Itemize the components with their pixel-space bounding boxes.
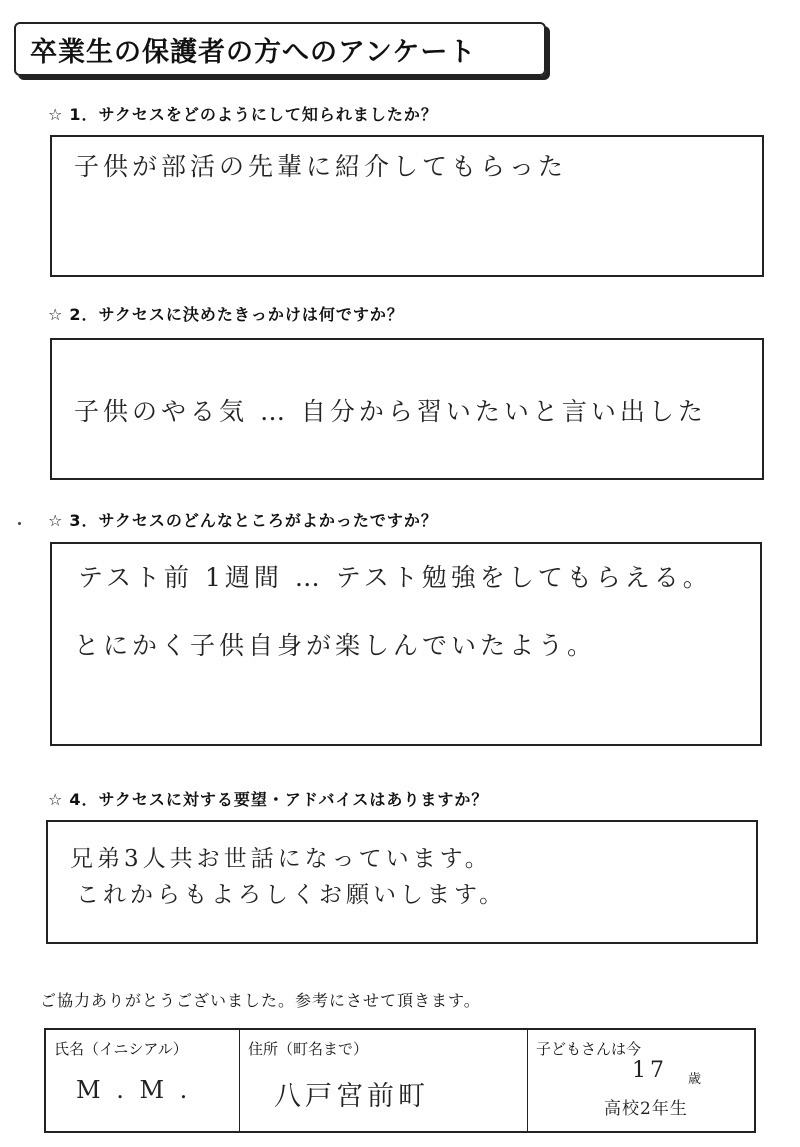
name-label: 氏名（イニシアル） bbox=[54, 1040, 188, 1058]
answer-3-line-2: とにかく子供自身が楽しんでいたよう。 bbox=[74, 631, 597, 660]
address-value: 八戸宮前町 bbox=[274, 1081, 429, 1112]
question-3 bbox=[48, 508, 438, 531]
name-value: M . M . bbox=[76, 1076, 192, 1104]
age-label: 子どもさんは今 bbox=[536, 1040, 642, 1058]
star-icon: ☆ bbox=[48, 790, 64, 809]
name-cell bbox=[46, 1030, 240, 1131]
question-2 bbox=[48, 302, 404, 325]
address-label: 住所（町名まで） bbox=[248, 1040, 369, 1058]
star-icon: ☆ bbox=[48, 511, 64, 530]
answer-2-line-1: 子供のやる気 … 自分から習いたいと言い出した bbox=[74, 397, 707, 426]
grade-value: 高校2年生 bbox=[604, 1099, 688, 1119]
question-4 bbox=[48, 787, 488, 810]
thanks-message: ご協力ありがとうございました。参考にさせて頂きます。 bbox=[40, 991, 481, 1010]
answer-box-1 bbox=[50, 135, 764, 277]
respondent-info-table bbox=[44, 1028, 756, 1133]
address-cell bbox=[240, 1030, 528, 1131]
scan-speck bbox=[18, 522, 21, 525]
answer-box-4 bbox=[46, 820, 758, 944]
answer-4-line-1: 兄弟3人共お世話になっています。 bbox=[70, 846, 492, 872]
question-1-label: 1．サクセスをどのようにして知られましたか？ bbox=[69, 105, 438, 124]
answer-box-2 bbox=[50, 338, 764, 480]
answer-3-line-1: テスト前 1週間 … テスト勉強をしてもらえる。 bbox=[78, 563, 712, 592]
star-icon: ☆ bbox=[48, 305, 64, 324]
age-unit: 歳 bbox=[688, 1072, 702, 1087]
answer-box-3 bbox=[50, 542, 762, 746]
star-icon: ☆ bbox=[48, 105, 64, 124]
answer-4-line-2: これからもよろしくお願いします。 bbox=[76, 882, 507, 908]
age-cell bbox=[528, 1030, 754, 1131]
survey-title: 卒業生の保護者の方へのアンケート bbox=[14, 22, 546, 76]
question-3-label: 3．サクセスのどんなところがよかったですか？ bbox=[69, 511, 438, 530]
question-4-label: 4．サクセスに対する要望・アドバイスはありますか？ bbox=[69, 790, 489, 809]
age-value: 17 bbox=[632, 1058, 668, 1083]
question-1 bbox=[48, 102, 438, 125]
answer-1-line-1: 子供が部活の先輩に紹介してもらった bbox=[74, 152, 568, 181]
question-2-label: 2．サクセスに決めたきっかけは何ですか？ bbox=[69, 305, 404, 324]
